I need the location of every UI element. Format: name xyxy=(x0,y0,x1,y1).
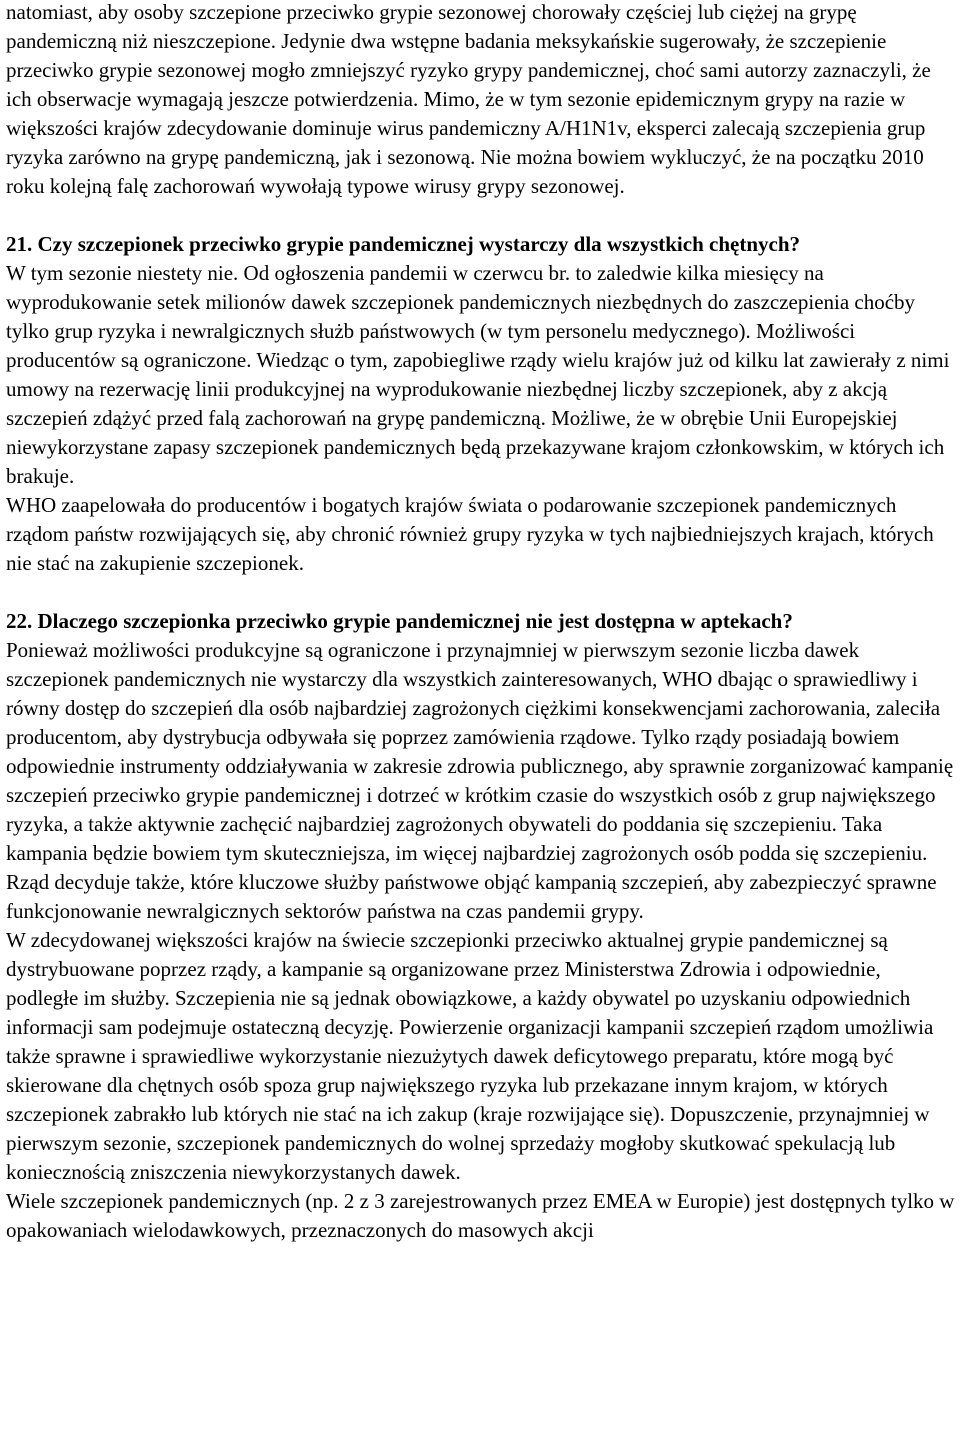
section-21 xyxy=(6,230,958,578)
section-22-paragraph: W zdecydowanej większości krajów na świecie szczepionki przeciwko aktualnej grypie pandemicznej są dystrybuowane poprzez rządy, a kampanie są organizowane przez Ministerstwa Zdrowia i odpowiednie, podległe im służby. Szczepienia nie są jednak obowiązkowe, a każdy obywatel po uzyskaniu odpowiednich informacji sam podejmuje ostateczną decyzję. Powierzenie organizacji kampanii szczepień rządom umożliwia także sprawne i sprawiedliwe wykorzystanie niezużytych dawek deficytowego preparatu, które mogą być skierowane dla chętnych osób spoza grup największego ryzyka lub przekazane innym krajom, w których szczepionek zabrakło lub których nie stać na ich zakup (kraje rozwijające się). Dopuszczenie, przynajmniej w pierwszym sezonie, szczepionek pandemicznych do wolnej sprzedaży mogłoby skutkować spekulacją lub koniecznością zniszczenia niewykorzystanych dawek. xyxy=(6,928,934,1184)
section-22-paragraph: Ponieważ możliwości produkcyjne są ograniczone i przynajmniej w pierwszym sezonie liczba dawek szczepionek pandemicznych nie wystarczy dla wszystkich zainteresowanych, WHO dbając o sprawiedliwy i równy dostęp do szczepień dla osób najbardziej zagrożonych ciężkimi konsekwencjami zachorowania, zaleciła producentom, aby dystrybucja odbywała się poprzez zamówienia rządowe. Tylko rządy posiadają bowiem odpowiednie instrumenty oddziaływania w zakresie zdrowia publicznego, aby sprawnie zorganizować kampanię szczepień przeciwko grypie pandemicznej i dotrzeć w krótkim czasie do wszystkich osób z grup największego ryzyka, a także aktywnie zachęcić najbardziej zagrożonych obywateli do poddania się szczepieniu. Taka kampania będzie bowiem tym skuteczniejsza, im więcej najbardziej zagrożonych osób podda się szczepieniu. Rząd decyduje także, które kluczowe służby państwowe objąć kampanią szczepień, aby zabezpieczyć sprawne funkcjonowanie newralgicznych sektorów państwa na czas pandemii grypy. xyxy=(6,638,954,923)
section-22-paragraph: Wiele szczepionek pandemicznych (np. 2 z 3 zarejestrowanych przez EMEA w Europie) jest dostępnych tylko w opakowaniach wielodawkowych, przeznaczonych do masowych akcji xyxy=(6,1189,955,1242)
spacer xyxy=(6,578,958,607)
section-21-paragraph: WHO zaapelowała do producentów i bogatych krajów świata o podarowanie szczepionek pandemicznych rządom państw rozwijających się, aby chronić również grupy ryzyka w tych najbiedniejszych krajach, których nie stać na zakupienie szczepionek. xyxy=(6,493,934,575)
spacer xyxy=(6,201,958,230)
section-22 xyxy=(6,607,958,1245)
document-page xyxy=(6,0,958,1245)
intro-paragraph: natomiast, aby osoby szczepione przeciwko grypie sezonowej chorowały częściej lub ciężej na grypę pandemiczną niż nieszczepione. Jedynie dwa wstępne badania meksykańskie sugerowały, że szczepienie przeciwko grypie sezonowej mogło zmniejszyć ryzyko grypy pandemicznej, choć sami autorzy zaznaczyli, że ich obserwacje wymagają jeszcze potwierdzenia. Mimo, że w tym sezonie epidemicznym grypy na razie w większości krajów zdecydowanie dominuje wirus pandemiczny A/H1N1v, eksperci zalecają szczepienia grup ryzyka zarówno na grypę pandemiczną, jak i sezonową. Nie można bowiem wykluczyć, że na początku 2010 roku kolejną falę zachorowań wywołają typowe wirusy grypy sezonowej. xyxy=(6,0,931,198)
section-21-paragraph: W tym sezonie niestety nie. Od ogłoszenia pandemii w czerwcu br. to zaledwie kilka miesięcy na wyprodukowanie setek milionów dawek szczepionek pandemicznych niezbędnych do zaszczepienia choćby tylko grup ryzyka i newralgicznych służb państwowych (w tym personelu medycznego). Możliwości producentów są ograniczone. Wiedząc o tym, zapobiegliwe rządy wielu krajów już od kilku lat zawierały z nimi umowy na rezerwację linii produkcyjnej na wyprodukowanie niezbędnej liczby szczepionek, aby z akcją szczepień zdążyć przed falą zachorowań na grypę pandemiczną. Możliwe, że w obrębie Unii Europejskiej niewykorzystane zapasy szczepionek pandemicznych będą przekazywane krajom członkowskim, w których ich brakuje. xyxy=(6,261,950,488)
section-21-heading: 21. Czy szczepionek przeciwko grypie pandemicznej wystarczy dla wszystkich chętnych? xyxy=(6,232,801,256)
section-22-heading: 22. Dlaczego szczepionka przeciwko grypie pandemicznej nie jest dostępna w aptekach? xyxy=(6,609,793,633)
